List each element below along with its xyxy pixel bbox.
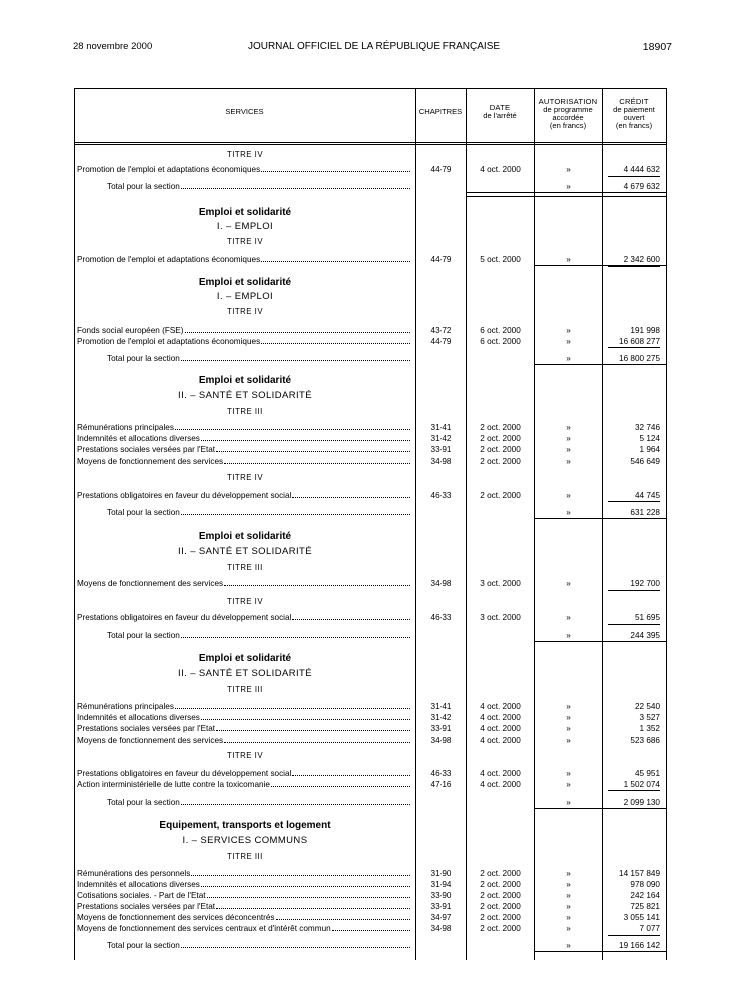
col-header-credit (602, 98, 666, 130)
autorisation-cell: » (566, 724, 571, 733)
ministry-heading: Emploi et solidarité (198, 531, 292, 542)
autorisation-cell: » (566, 780, 571, 789)
table-row (0, 912, 748, 923)
table-row (0, 456, 748, 467)
autorisation-cell: » (566, 613, 571, 622)
ministry-heading: Equipement, transports et logement (159, 820, 331, 831)
credit-cell: 16 800 275 (619, 354, 660, 363)
col-header-autorisation-line: accordée (552, 113, 584, 122)
chapitre-cell: 31-90 (430, 869, 452, 878)
row-label (77, 490, 410, 501)
date-cell: 3 oct. 2000 (480, 613, 521, 622)
row-label-text: Prestations sociales versées par l'Etat (77, 902, 216, 911)
autorisation-cell: » (566, 924, 571, 933)
col-header-credit-line: de paiement (613, 105, 655, 114)
total-rule (534, 808, 667, 809)
credit-cell: 192 700 (630, 579, 660, 588)
table-row (0, 444, 748, 455)
table-row (0, 336, 748, 347)
credit-cell: 4 679 632 (623, 182, 660, 191)
autorisation-cell: » (566, 445, 571, 454)
row-label-text: Moyens de fonctionnement des services (77, 736, 224, 745)
section-heading: I. – SERVICES COMMUNS (182, 835, 308, 846)
date-cell: 2 oct. 2000 (480, 423, 521, 432)
table-row (0, 879, 748, 890)
total-row (0, 797, 748, 808)
credit-underline (608, 935, 660, 936)
chapitre-cell: 44-79 (430, 255, 452, 264)
row-label-text: Action interministérielle de lutte contre la toxicomanie (77, 780, 270, 789)
credit-cell: 16 608 277 (619, 337, 660, 346)
credit-cell: 523 686 (630, 736, 660, 745)
table-row (0, 890, 748, 901)
row-label-text: Promotion de l'emploi et adaptations économiques (77, 337, 261, 346)
table-row (0, 325, 748, 336)
row-label (77, 879, 410, 890)
chapitre-cell: 47-16 (430, 780, 452, 789)
date-cell: 4 oct. 2000 (480, 780, 521, 789)
table-row (0, 779, 748, 790)
col-header-services: SERVICES (225, 107, 264, 116)
credit-cell: 725 821 (630, 902, 660, 911)
autorisation-cell: » (566, 880, 571, 889)
date-cell: 4 oct. 2000 (480, 736, 521, 745)
column-divider (534, 88, 535, 960)
titre-heading: TITRE IV (226, 473, 264, 482)
chapitre-cell: 34-98 (430, 736, 452, 745)
row-label-text: Moyens de fonctionnement des services déconcentrés (77, 913, 275, 922)
row-label-text: Total pour la section (107, 798, 180, 807)
section-heading: I. – EMPLOI (216, 291, 274, 302)
leader-dots (181, 940, 410, 948)
row-label (77, 456, 410, 467)
table-row (0, 254, 748, 265)
total-rule (534, 364, 667, 365)
column-divider (666, 88, 667, 960)
date-cell: 5 oct. 2000 (480, 255, 521, 264)
row-label (77, 325, 410, 336)
ministry-heading: Emploi et solidarité (198, 375, 292, 386)
autorisation-cell: » (566, 713, 571, 722)
autorisation-cell: » (566, 423, 571, 432)
total-row (0, 353, 748, 364)
autorisation-cell: » (566, 579, 571, 588)
col-header-autorisation (534, 98, 602, 130)
leader-dots (216, 901, 410, 909)
page-date: 28 novembre 2000 (73, 41, 153, 52)
total-row (0, 940, 748, 951)
chapitre-cell: 31-42 (430, 713, 452, 722)
autorisation-cell: » (566, 902, 571, 911)
chapitre-cell: 34-98 (430, 924, 452, 933)
row-label-text: Indemnités et allocations diverses (77, 713, 200, 722)
header-divider (74, 144, 667, 145)
date-cell: 2 oct. 2000 (480, 869, 521, 878)
date-cell: 3 oct. 2000 (480, 579, 521, 588)
chapitre-cell: 46-33 (430, 769, 452, 778)
table-row (0, 735, 748, 746)
chapitre-cell: 34-98 (430, 457, 452, 466)
leader-dots (181, 181, 410, 189)
leader-dots (224, 456, 410, 464)
col-header-credit-line: CRÉDIT (619, 97, 649, 106)
row-label (107, 797, 410, 808)
chapitre-cell: 43-72 (430, 326, 452, 335)
chapitre-cell: 31-41 (430, 423, 452, 432)
autorisation-cell: » (566, 702, 571, 711)
date-cell: 4 oct. 2000 (480, 165, 521, 174)
autorisation-cell: » (566, 891, 571, 900)
leader-dots (292, 490, 410, 498)
col-header-autorisation-line: AUTORISATION (538, 97, 598, 106)
leader-dots (181, 630, 410, 638)
titre-heading: TITRE III (227, 407, 263, 416)
section-heading: II. – SANTÉ ET SOLIDARITÉ (178, 668, 312, 679)
credit-cell: 978 090 (630, 880, 660, 889)
date-cell: 6 oct. 2000 (480, 337, 521, 346)
credit-underline (608, 790, 660, 791)
date-cell: 4 oct. 2000 (480, 713, 521, 722)
row-label (77, 890, 410, 901)
titre-heading: TITRE III (227, 685, 263, 694)
credit-cell: 14 157 849 (619, 869, 660, 878)
total-rule (534, 641, 667, 642)
titre-heading: TITRE IV (226, 150, 264, 159)
table-row (0, 578, 748, 589)
row-label (77, 768, 410, 779)
table-row (0, 923, 748, 934)
autorisation-cell: » (566, 913, 571, 922)
chapitre-cell: 31-41 (430, 702, 452, 711)
leader-dots (201, 712, 410, 720)
col-header-date (466, 104, 534, 120)
row-label (77, 164, 410, 175)
credit-cell: 2 342 600 (623, 255, 660, 264)
leader-dots (224, 735, 410, 743)
date-cell: 2 oct. 2000 (480, 445, 521, 454)
table-row (0, 712, 748, 723)
credit-cell: 242 164 (630, 891, 660, 900)
autorisation-cell: » (566, 434, 571, 443)
date-cell: 4 oct. 2000 (480, 724, 521, 733)
credit-cell: 3 055 141 (623, 913, 660, 922)
row-label-text: Moyens de fonctionnement des services centraux et d'intérêt commun (77, 924, 331, 933)
col-header-date-line: de l'arrêté (483, 111, 517, 120)
total-row (0, 181, 748, 192)
row-label-text: Rémunérations des personnels (77, 869, 191, 878)
chapitre-cell: 44-79 (430, 165, 452, 174)
row-label (77, 923, 410, 934)
column-divider (602, 88, 603, 960)
autorisation-cell: » (566, 769, 571, 778)
table-row (0, 768, 748, 779)
titre-heading: TITRE IV (226, 751, 264, 760)
titre-heading: TITRE IV (226, 597, 264, 606)
date-cell: 4 oct. 2000 (480, 769, 521, 778)
row-label-text: Indemnités et allocations diverses (77, 880, 200, 889)
autorisation-cell: » (566, 869, 571, 878)
row-label (77, 444, 410, 455)
credit-cell: 191 998 (630, 326, 660, 335)
chapitre-cell: 33-91 (430, 902, 452, 911)
date-cell: 2 oct. 2000 (480, 491, 521, 500)
leader-dots (191, 868, 410, 876)
chapitre-cell: 46-33 (430, 491, 452, 500)
leader-dots (276, 912, 410, 920)
row-label-text: Total pour la section (107, 631, 180, 640)
row-label (77, 612, 410, 623)
chapitre-cell: 44-79 (430, 337, 452, 346)
date-cell: 4 oct. 2000 (480, 702, 521, 711)
col-header-chapitres: CHAPITRES (418, 107, 463, 116)
leader-dots (292, 768, 410, 776)
col-header-credit-line: (en francs) (615, 121, 653, 130)
leader-dots (271, 779, 410, 787)
ministry-heading: Emploi et solidarité (198, 207, 292, 218)
credit-cell: 244 395 (630, 631, 660, 640)
row-label (77, 254, 410, 265)
row-label (107, 940, 410, 951)
autorisation-cell: » (566, 326, 571, 335)
chapitre-cell: 46-33 (430, 613, 452, 622)
credit-cell: 22 540 (634, 702, 660, 711)
autorisation-cell: » (566, 631, 571, 640)
row-label (107, 507, 410, 518)
date-cell: 6 oct. 2000 (480, 326, 521, 335)
col-header-autorisation-line: de programme (543, 105, 593, 114)
credit-cell: 4 444 632 (623, 165, 660, 174)
credit-underline (608, 266, 660, 267)
leader-dots (292, 612, 410, 620)
header-divider (74, 142, 667, 143)
row-label (77, 779, 410, 790)
total-row (0, 630, 748, 641)
journal-title: JOURNAL OFFICIEL DE LA RÉPUBLIQUE FRANÇAISE (247, 41, 501, 52)
credit-cell: 51 695 (634, 613, 660, 622)
credit-cell: 2 099 130 (623, 798, 660, 807)
row-label-text: Prestations obligatoires en faveur du développement social (77, 613, 292, 622)
autorisation-cell: » (566, 508, 571, 517)
date-cell: 2 oct. 2000 (480, 924, 521, 933)
leader-dots (207, 890, 410, 898)
credit-cell: 1 502 074 (623, 780, 660, 789)
credit-cell: 7 077 (639, 924, 660, 933)
row-label (77, 723, 410, 734)
row-label (77, 735, 410, 746)
autorisation-cell: » (566, 165, 571, 174)
credit-cell: 44 745 (634, 491, 660, 500)
leader-dots (201, 433, 410, 441)
row-label-text: Indemnités et allocations diverses (77, 434, 200, 443)
table-row (0, 422, 748, 433)
row-label-text: Total pour la section (107, 508, 180, 517)
leader-dots (216, 723, 410, 731)
table-row (0, 701, 748, 712)
section-heading: II. – SANTÉ ET SOLIDARITÉ (178, 546, 312, 557)
row-label (77, 336, 410, 347)
row-label (77, 578, 410, 589)
row-label-text: Total pour la section (107, 941, 180, 950)
row-label-text: Moyens de fonctionnement des services (77, 457, 224, 466)
row-label-text: Rémunérations principales (77, 423, 174, 432)
credit-underline (608, 347, 660, 348)
row-label (107, 353, 410, 364)
row-label (77, 912, 410, 923)
chapitre-cell: 33-90 (430, 891, 452, 900)
row-label-text: Promotion de l'emploi et adaptations économiques (77, 165, 261, 174)
leader-dots (261, 336, 410, 344)
row-label-text: Total pour la section (107, 354, 180, 363)
credit-underline (608, 624, 660, 625)
credit-cell: 3 527 (639, 713, 660, 722)
autorisation-cell: » (566, 255, 571, 264)
table-row (0, 490, 748, 501)
date-cell: 2 oct. 2000 (480, 913, 521, 922)
total-rule (534, 518, 667, 519)
chapitre-cell: 33-91 (430, 724, 452, 733)
autorisation-cell: » (566, 736, 571, 745)
leader-dots (261, 164, 410, 172)
leader-dots (261, 254, 410, 262)
leader-dots (224, 578, 410, 586)
col-header-autorisation-line: (en francs) (549, 121, 587, 130)
row-label-text: Fonds social européen (FSE) (77, 326, 184, 335)
table-row (0, 612, 748, 623)
total-row (0, 507, 748, 518)
date-cell: 2 oct. 2000 (480, 891, 521, 900)
credit-cell: 546 649 (630, 457, 660, 466)
autorisation-cell: » (566, 457, 571, 466)
row-label-text: Promotion de l'emploi et adaptations économiques (77, 255, 261, 264)
autorisation-cell: » (566, 337, 571, 346)
date-cell: 2 oct. 2000 (480, 434, 521, 443)
credit-underline (608, 501, 660, 502)
row-label-text: Prestations obligatoires en faveur du développement social (77, 769, 292, 778)
leader-dots (185, 325, 411, 333)
row-label-text: Prestations obligatoires en faveur du développement social (77, 491, 292, 500)
credit-cell: 45 951 (634, 769, 660, 778)
row-label-text: Prestations sociales versées par l'Etat (77, 724, 216, 733)
table-row (0, 868, 748, 879)
autorisation-cell: » (566, 491, 571, 500)
titre-heading: TITRE IV (226, 237, 264, 246)
table-row (0, 164, 748, 175)
autorisation-cell: » (566, 798, 571, 807)
column-divider (466, 88, 467, 960)
row-label (77, 868, 410, 879)
total-rule (466, 192, 667, 193)
date-cell: 2 oct. 2000 (480, 902, 521, 911)
leader-dots (216, 444, 410, 452)
row-label (77, 901, 410, 912)
total-rule (466, 196, 667, 197)
credit-cell: 1 964 (639, 445, 660, 454)
credit-cell: 32 746 (634, 423, 660, 432)
leader-dots (201, 879, 410, 887)
credit-cell: 631 228 (630, 508, 660, 517)
leader-dots (181, 507, 410, 515)
table-row (0, 723, 748, 734)
row-label-text: Moyens de fonctionnement des services (77, 579, 224, 588)
ministry-heading: Emploi et solidarité (198, 653, 292, 664)
titre-heading: TITRE III (227, 852, 263, 861)
autorisation-cell: » (566, 182, 571, 191)
chapitre-cell: 31-94 (430, 880, 452, 889)
row-label (77, 712, 410, 723)
credit-underline (608, 590, 660, 591)
col-header-date-line: DATE (489, 103, 511, 112)
credit-underline (608, 176, 660, 177)
row-label (107, 181, 410, 192)
leader-dots (332, 923, 410, 931)
date-cell: 2 oct. 2000 (480, 457, 521, 466)
leader-dots (175, 701, 410, 709)
row-label-text: Rémunérations principales (77, 702, 174, 711)
leader-dots (181, 353, 410, 361)
row-label-text: Total pour la section (107, 182, 180, 191)
chapitre-cell: 34-97 (430, 913, 452, 922)
credit-cell: 5 124 (639, 434, 660, 443)
autorisation-cell: » (566, 354, 571, 363)
credit-cell: 19 166 142 (619, 941, 660, 950)
section-heading: II. – SANTÉ ET SOLIDARITÉ (178, 390, 312, 401)
section-heading: I. – EMPLOI (216, 221, 274, 232)
credit-cell: 1 352 (639, 724, 660, 733)
autorisation-cell: » (566, 941, 571, 950)
chapitre-cell: 33-91 (430, 445, 452, 454)
leader-dots (175, 422, 410, 430)
leader-dots (181, 797, 410, 805)
table-row (0, 433, 748, 444)
row-label (77, 422, 410, 433)
row-label (107, 630, 410, 641)
col-header-credit-line: ouvert (623, 113, 645, 122)
row-label-text: Cotisations sociales. - Part de l'Etat (77, 891, 206, 900)
row-label (77, 701, 410, 712)
total-rule (534, 951, 667, 952)
page-number: 18907 (642, 41, 672, 53)
row-label-text: Prestations sociales versées par l'Etat (77, 445, 216, 454)
titre-heading: TITRE III (227, 563, 263, 572)
titre-heading: TITRE IV (226, 307, 264, 316)
table-row (0, 901, 748, 912)
date-cell: 2 oct. 2000 (480, 880, 521, 889)
row-label (77, 433, 410, 444)
chapitre-cell: 34-98 (430, 579, 452, 588)
chapitre-cell: 31-42 (430, 434, 452, 443)
ministry-heading: Emploi et solidarité (198, 277, 292, 288)
